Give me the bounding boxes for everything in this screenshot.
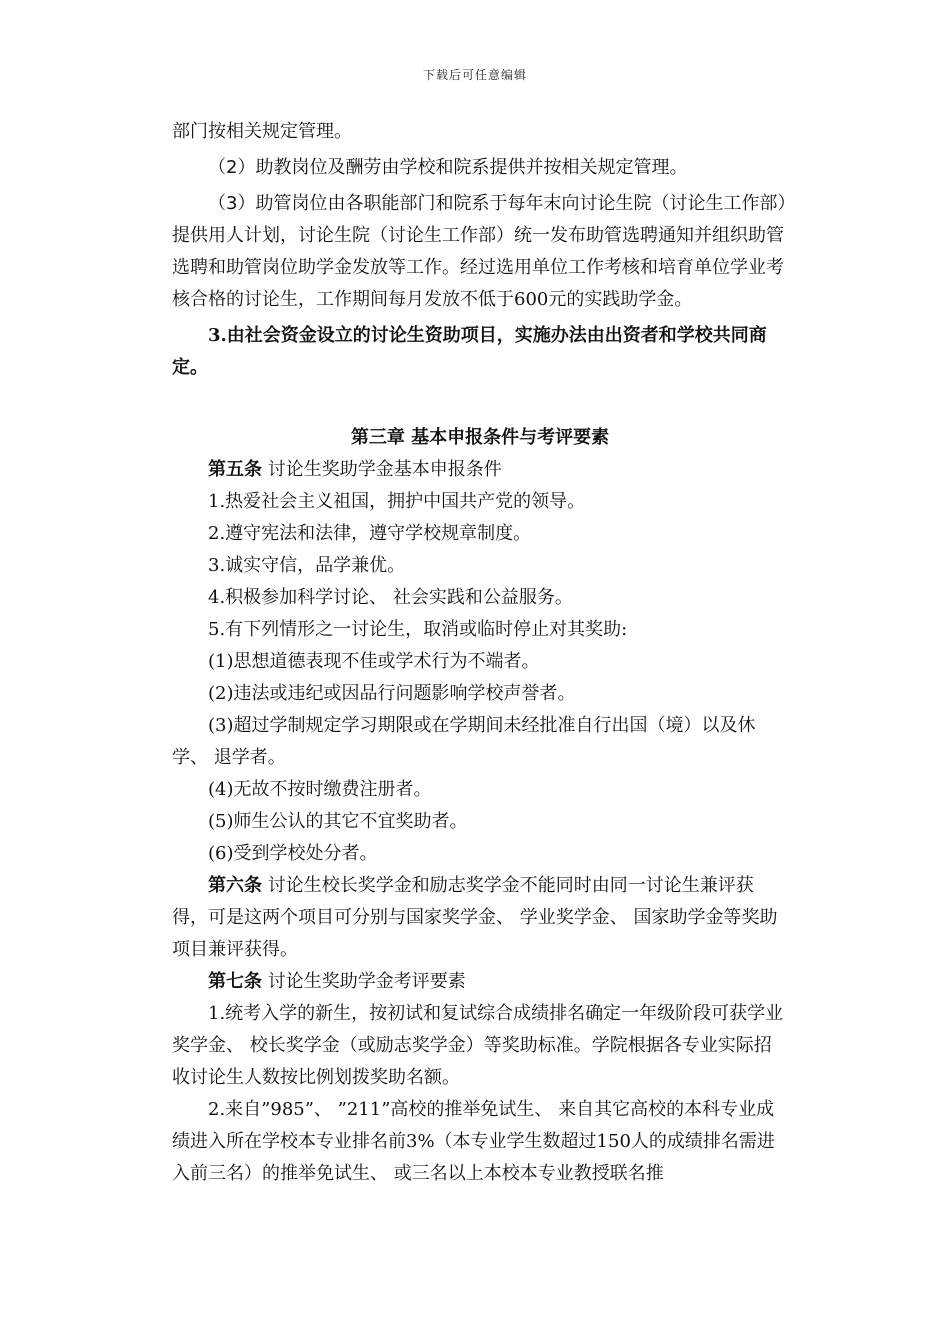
article-label: 第七条 xyxy=(208,971,262,992)
paragraph-continuation: 部门按相关规定管理。 xyxy=(172,121,352,142)
condition-item: 3.诚实守信，品学兼优。 xyxy=(208,555,406,576)
chapter-heading: 第三章 基本申报条件与考评要素 xyxy=(350,427,610,448)
sub-condition-item: (6)受到学校处分者。 xyxy=(208,843,378,864)
condition-item: 5.有下列情形之一讨论生，取消或临时停止对其奖助: xyxy=(208,619,628,640)
item-number: （3） xyxy=(208,193,256,214)
paragraph-item-2 xyxy=(172,152,788,184)
article-title: 讨论生奖助学金基本申报条件 xyxy=(262,459,502,480)
sub-condition-item: (4)无故不按时缴费注册者。 xyxy=(208,779,432,800)
page-header: 下载后可任意编辑 xyxy=(422,68,527,82)
condition-item: 1.热爱社会主义祖国，拥护中国共产党的领导。 xyxy=(208,491,586,512)
paragraph-item-3 xyxy=(172,188,788,316)
sub-condition-item: (1)思想道德表现不佳或学术行为不端者。 xyxy=(208,651,540,672)
document-body xyxy=(172,116,788,1190)
evaluation-item: 1.统考入学的新生，按初试和复试综合成绩排名确定一年级阶段可获学业奖学金、 校长奖学金（或励志奖学金）等奖助标准。学院根据各专业实际招收讨论生人数按比例划拨奖助名额。 xyxy=(172,1003,784,1088)
sub-condition-item: (5)师生公认的其它不宜奖助者。 xyxy=(208,811,468,832)
paragraph-social-funding: 3.由社会资金设立的讨论生资助项目，实施办法由出资者和学校共同商定。 xyxy=(172,325,767,378)
article-7-heading xyxy=(172,966,788,998)
item-text: 助管岗位由各职能部门和院系于每年末向讨论生院（讨论生工作部）提供用人计划，讨论生院（讨论生工作部）统一发布助管选聘通知并组织助管选聘和助管岗位助学金发放等工作。经过选用单位工作考核和培育单位学业考核合格的讨论生，工作期间每月发放不低于600元的实践助学金。 xyxy=(172,193,787,310)
article-5-heading xyxy=(172,454,788,486)
article-text: 讨论生校长奖学金和励志奖学金不能同时由同一讨论生兼评获得，可是这两个项目可分别与国家奖学金、 学业奖学金、 国家助学金等奖助项目兼评获得。 xyxy=(172,875,778,960)
article-label: 第五条 xyxy=(208,459,262,480)
article-label: 第六条 xyxy=(208,875,262,896)
item-number: （2） xyxy=(208,157,256,178)
article-6 xyxy=(172,870,788,966)
item-text: 助教岗位及酬劳由学校和院系提供并按相关规定管理。 xyxy=(255,157,688,178)
article-title: 讨论生奖助学金考评要素 xyxy=(262,971,466,992)
condition-item: 4.积极参加科学讨论、 社会实践和公益服务。 xyxy=(208,587,573,608)
sub-condition-item: (3)超过学制规定学习期限或在学期间未经批准自行出国（境）以及休学、 退学者。 xyxy=(172,715,756,768)
evaluation-item: 2.来自”985”、 ”211”高校的推举免试生、 来自其它高校的本科专业成绩进入所在学校本专业排名前3%（本专业学生数超过150人的成绩排名需进入前三名）的推举免试生、 或三名以上本校本专业教授联名推 xyxy=(172,1099,775,1184)
condition-item: 2.遵守宪法和法律，遵守学校规章制度。 xyxy=(208,523,532,544)
sub-condition-item: (2)违法或违纪或因品行问题影响学校声誉者。 xyxy=(208,683,576,704)
